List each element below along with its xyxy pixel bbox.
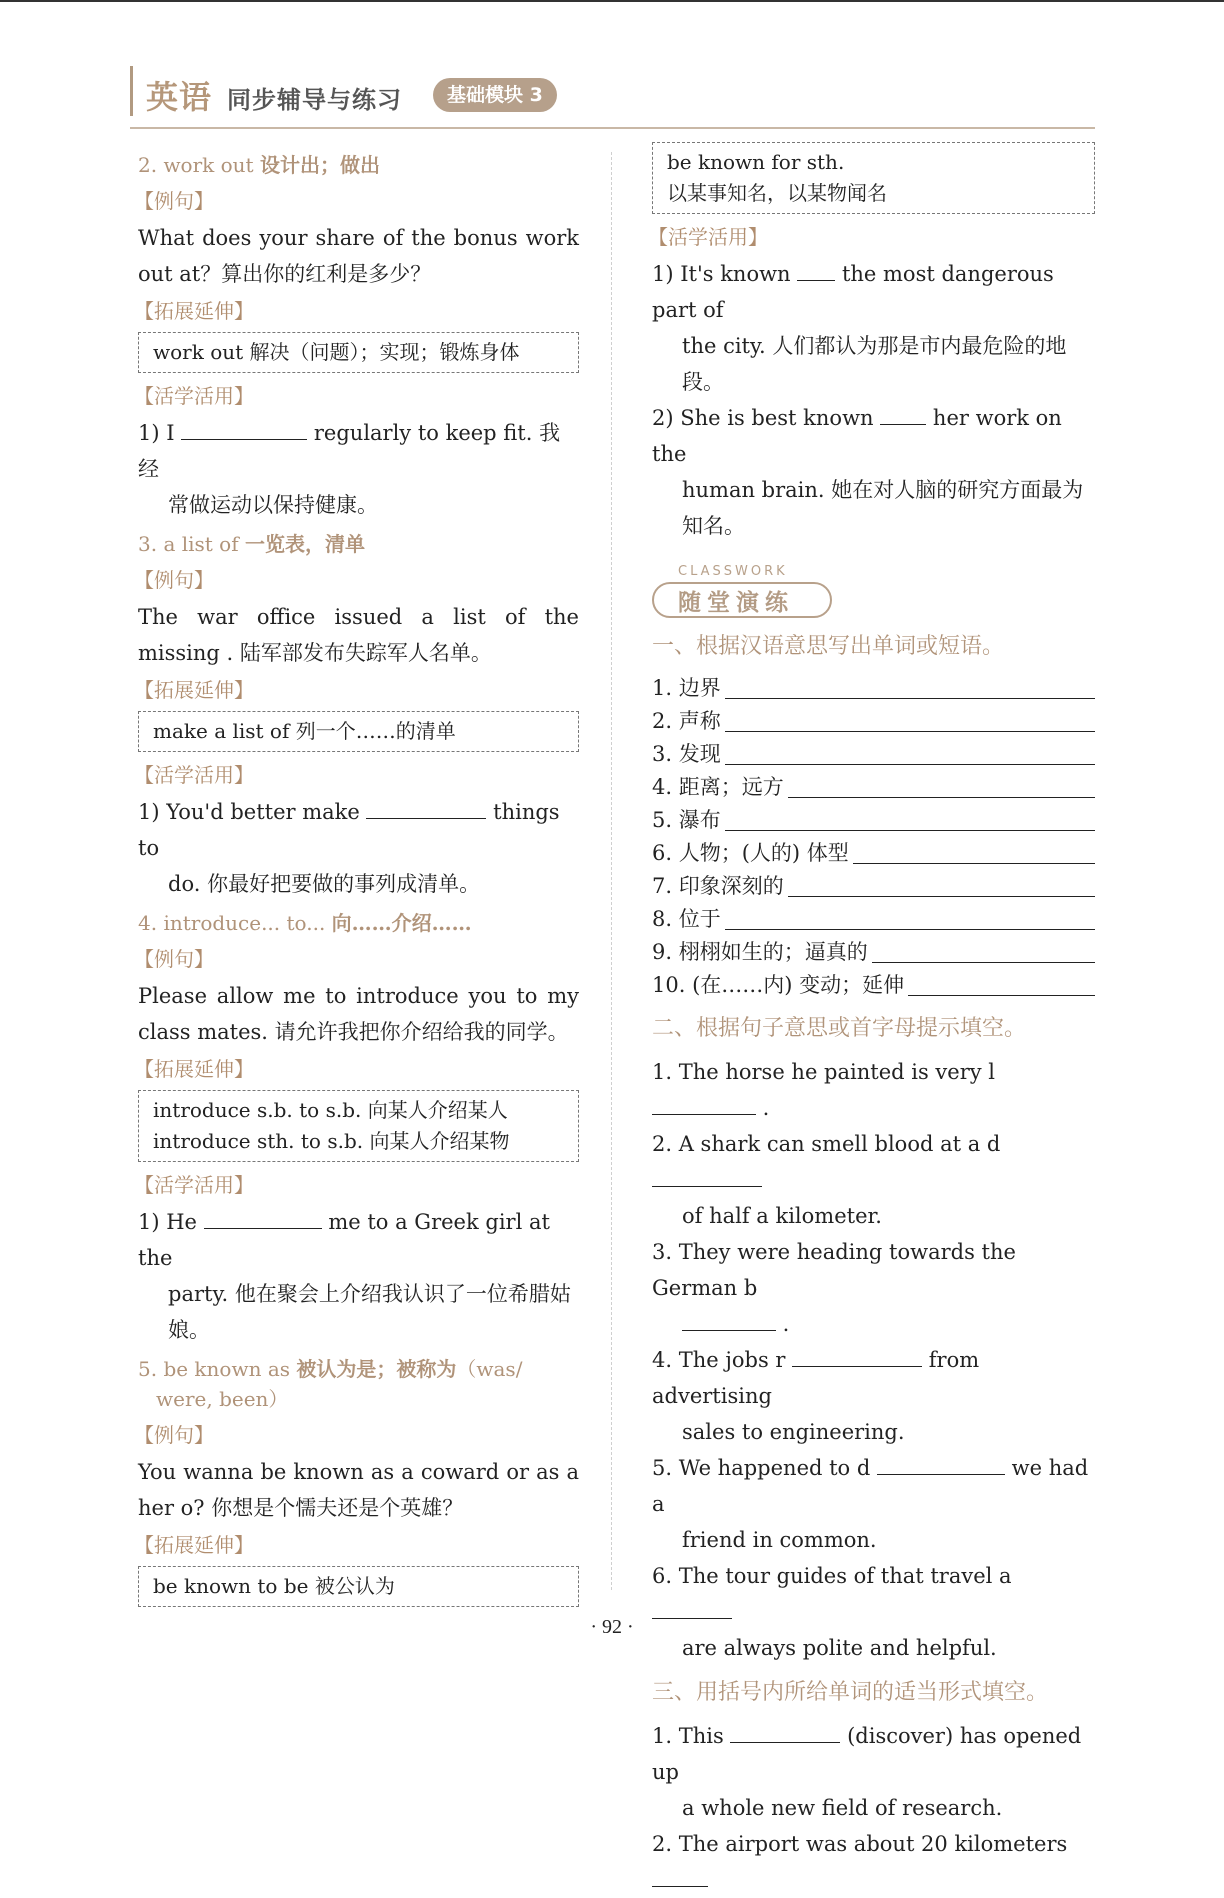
- exercise-text: we had a: [652, 1456, 1089, 1516]
- item-title-en: 4. introduce... to...: [138, 911, 332, 935]
- list-item: [652, 705, 1095, 738]
- item-label: 4. 距离；远方: [652, 775, 784, 799]
- item-label: 6. 人物；(人的) 体型: [652, 841, 849, 865]
- header-bar: [130, 66, 133, 116]
- practice-item: [138, 415, 579, 523]
- item-5-title: [138, 1354, 579, 1384]
- practice-text: regularly to keep fit. 我经: [138, 421, 561, 481]
- list-item: [652, 837, 1095, 870]
- list-item: [652, 936, 1095, 969]
- practice-tag: 【活学活用】: [134, 763, 254, 787]
- exercise-item: [652, 1718, 1095, 1826]
- extend-line: introduce s.b. to s.b. 向某人介绍某人: [153, 1098, 508, 1122]
- example-sentence: What does your share of the bonus work out at？算出你的红利是多少？: [138, 226, 579, 286]
- extend-box: [138, 1090, 579, 1162]
- example-sentence: Please allow me to introduce you to my class mates. 请允许我把你介绍给我的同学。: [138, 984, 579, 1044]
- classwork-heading: [652, 564, 1095, 624]
- exercise-item: [652, 1126, 1095, 1234]
- exercise-text: 2. The airport was about 20 kilometers: [652, 1832, 1068, 1856]
- practice-text: 1) It's known: [652, 262, 798, 286]
- list-item: [652, 969, 1095, 1002]
- header-title: 同步辅导与练习: [227, 86, 402, 114]
- exercise-text: .: [776, 1312, 790, 1336]
- exercise-item: [652, 1054, 1095, 1126]
- answer-blank[interactable]: [730, 1722, 840, 1743]
- classwork-title: 随堂演练: [678, 590, 794, 616]
- example-tag: 【例句】: [134, 947, 214, 971]
- extend-line: 以某事知名，以某物闻名: [667, 181, 887, 205]
- practice-tag: 【活学活用】: [134, 384, 254, 408]
- practice-text: do. 你最好把要做的事列成清单。: [168, 872, 481, 896]
- item-label: 2. 声称: [652, 709, 721, 733]
- example-tag: 【例句】: [134, 189, 214, 213]
- item-label: 1. 边界: [652, 676, 721, 700]
- item-5-title-cont: were, been）: [156, 1387, 289, 1411]
- practice-item: [138, 794, 579, 902]
- answer-blank[interactable]: [788, 874, 1095, 897]
- practice-text: 1) I: [138, 421, 182, 445]
- item-2-title: [138, 150, 579, 180]
- header-badge: 基础模块 3: [433, 78, 557, 112]
- exercise-item: [652, 1450, 1095, 1558]
- item-label: 9. 栩栩如生的；逼真的: [652, 940, 868, 964]
- column-divider: [611, 152, 612, 1590]
- item-title-cn: 向……介绍……: [331, 911, 472, 935]
- item-title-en: 3. a list of: [138, 532, 245, 556]
- practice-text: me to a Greek girl at the: [138, 1210, 550, 1270]
- item-title-tail: （was/: [456, 1357, 523, 1381]
- answer-blank[interactable]: [853, 841, 1095, 864]
- item-title-cn: 一览表，清单: [244, 532, 365, 556]
- item-title-en: 5. be known as: [138, 1357, 297, 1381]
- answer-blank[interactable]: [908, 973, 1095, 996]
- extend-box: [652, 142, 1095, 214]
- practice-text: the most dangerous part of: [652, 262, 1054, 322]
- exercise-text: a whole new field of research.: [682, 1796, 1003, 1820]
- extend-line: introduce sth. to s.b. 向某人介绍某物: [153, 1129, 510, 1153]
- exercise-text: 3. They were heading towards the German b: [652, 1240, 1016, 1300]
- answer-blank[interactable]: [725, 676, 1095, 699]
- practice-text: 1) He: [138, 1210, 204, 1234]
- practice-item: [652, 256, 1095, 400]
- top-border: [0, 0, 1224, 2]
- exercise-item: [652, 1234, 1095, 1342]
- practice-tag: 【活学活用】: [134, 1173, 254, 1197]
- practice-text: 2) She is best known: [652, 406, 881, 430]
- left-column: [134, 148, 579, 1615]
- practice-text: party. 他在聚会上介绍我认识了一位希腊姑娘。: [168, 1282, 571, 1342]
- practice-item: [138, 1204, 579, 1348]
- item-label: 3. 发现: [652, 742, 721, 766]
- list-item: [652, 903, 1095, 936]
- classwork-label: CLASSWORK: [678, 564, 788, 579]
- item-label: 10. (在……内) 变动；延伸: [652, 973, 905, 997]
- list-item: [652, 870, 1095, 903]
- answer-blank[interactable]: [872, 940, 1095, 963]
- header-rule: [130, 127, 1095, 129]
- exercise-text: 6. The tour guides of that travel a: [652, 1564, 1012, 1588]
- answer-blank[interactable]: [877, 1454, 1005, 1475]
- item-3-title: [138, 529, 579, 559]
- practice-text: her work on the: [652, 406, 1062, 466]
- example-tag: 【例句】: [134, 568, 214, 592]
- page-number: · 92 ·: [590, 1616, 634, 1638]
- example-sentence: The war office issued a list of the missing . 陆军部发布失踪军人名单。: [138, 605, 579, 665]
- extend-box: be known to be 被公认为: [138, 1566, 579, 1607]
- answer-blank[interactable]: [204, 1208, 322, 1229]
- exercise-text: friend in common.: [682, 1528, 877, 1552]
- exercise-item: [652, 1342, 1095, 1450]
- exercise-text: .: [756, 1096, 770, 1120]
- practice-item: [652, 400, 1095, 544]
- exercise-text: 1. The horse he painted is very l: [652, 1060, 996, 1084]
- exercise-item: [652, 1558, 1095, 1666]
- answer-blank[interactable]: [682, 1310, 776, 1331]
- answer-blank[interactable]: [725, 808, 1095, 831]
- exercise-text: 2. A shark can smell blood at a d: [652, 1132, 1001, 1156]
- answer-blank[interactable]: [652, 1166, 762, 1187]
- item-label: 5. 瀑布: [652, 808, 721, 832]
- list-item: [652, 804, 1095, 837]
- section-1-heading: 一、根据汉语意思写出单词或短语。: [652, 634, 1005, 659]
- practice-text: human brain. 她在对人脑的研究方面最为知名。: [682, 478, 1084, 538]
- extend-tag: 【拓展延伸】: [134, 1533, 254, 1557]
- practice-text: 常做运动以保持健康。: [168, 493, 378, 517]
- answer-blank[interactable]: [792, 1346, 922, 1367]
- extend-box: work out 解决（问题）；实现；锻炼身体: [138, 332, 579, 373]
- list-item: [652, 672, 1095, 705]
- item-label: 7. 印象深刻的: [652, 874, 784, 898]
- practice-text: the city. 人们都认为那是市内最危险的地段。: [682, 334, 1067, 394]
- section-3-heading: 三、用括号内所给单词的适当形式填空。: [652, 1680, 1049, 1705]
- item-4-title: [138, 908, 579, 938]
- page-header: [130, 66, 1095, 126]
- extend-box: make a list of 列一个……的清单: [138, 711, 579, 752]
- answer-blank[interactable]: [788, 775, 1095, 798]
- answer-blank[interactable]: [725, 742, 1095, 765]
- exercise-text: from advertising: [652, 1348, 980, 1408]
- answer-blank[interactable]: [797, 260, 835, 281]
- example-sentence: You wanna be known as a coward or as a her o? 你想是个懦夫还是个英雄？: [138, 1460, 579, 1520]
- list-item: [652, 771, 1095, 804]
- answer-blank[interactable]: [880, 404, 926, 425]
- practice-text: 1) You'd better make: [138, 800, 367, 824]
- item-label: 8. 位于: [652, 907, 721, 931]
- exercise-text: (discover) has opened up: [652, 1724, 1082, 1784]
- answer-blank[interactable]: [725, 907, 1095, 930]
- list-item: [652, 738, 1095, 771]
- answer-blank[interactable]: [652, 1094, 756, 1115]
- exercise-text: of half a kilometer.: [682, 1204, 882, 1228]
- section-1-list: [652, 672, 1095, 1002]
- item-title-cn: 被认为是；被称为: [296, 1357, 457, 1381]
- answer-blank[interactable]: [181, 419, 307, 440]
- extend-tag: 【拓展延伸】: [134, 299, 254, 323]
- item-title-en: 2. work out: [138, 153, 260, 177]
- header-brand: 英语: [146, 78, 213, 116]
- answer-blank[interactable]: [652, 1866, 708, 1887]
- example-tag: 【例句】: [134, 1423, 214, 1447]
- answer-blank[interactable]: [725, 709, 1095, 732]
- exercise-text: sales to engineering.: [682, 1420, 905, 1444]
- exercise-text: 4. The jobs r: [652, 1348, 793, 1372]
- exercise-text: 5. We happened to d: [652, 1456, 877, 1480]
- exercise-item: [652, 1826, 1095, 1898]
- practice-text: things to: [138, 800, 560, 860]
- section-2-heading: 二、根据句子意思或首字母提示填空。: [652, 1016, 1027, 1041]
- exercise-text: are always polite and helpful.: [682, 1636, 997, 1660]
- extend-tag: 【拓展延伸】: [134, 678, 254, 702]
- extend-tag: 【拓展延伸】: [134, 1057, 254, 1081]
- answer-blank[interactable]: [366, 798, 486, 819]
- extend-line: be known for sth.: [667, 150, 845, 174]
- practice-tag: 【活学活用】: [648, 225, 768, 249]
- exercise-text: 1. This: [652, 1724, 731, 1748]
- item-title-cn: 设计出；做出: [259, 153, 380, 177]
